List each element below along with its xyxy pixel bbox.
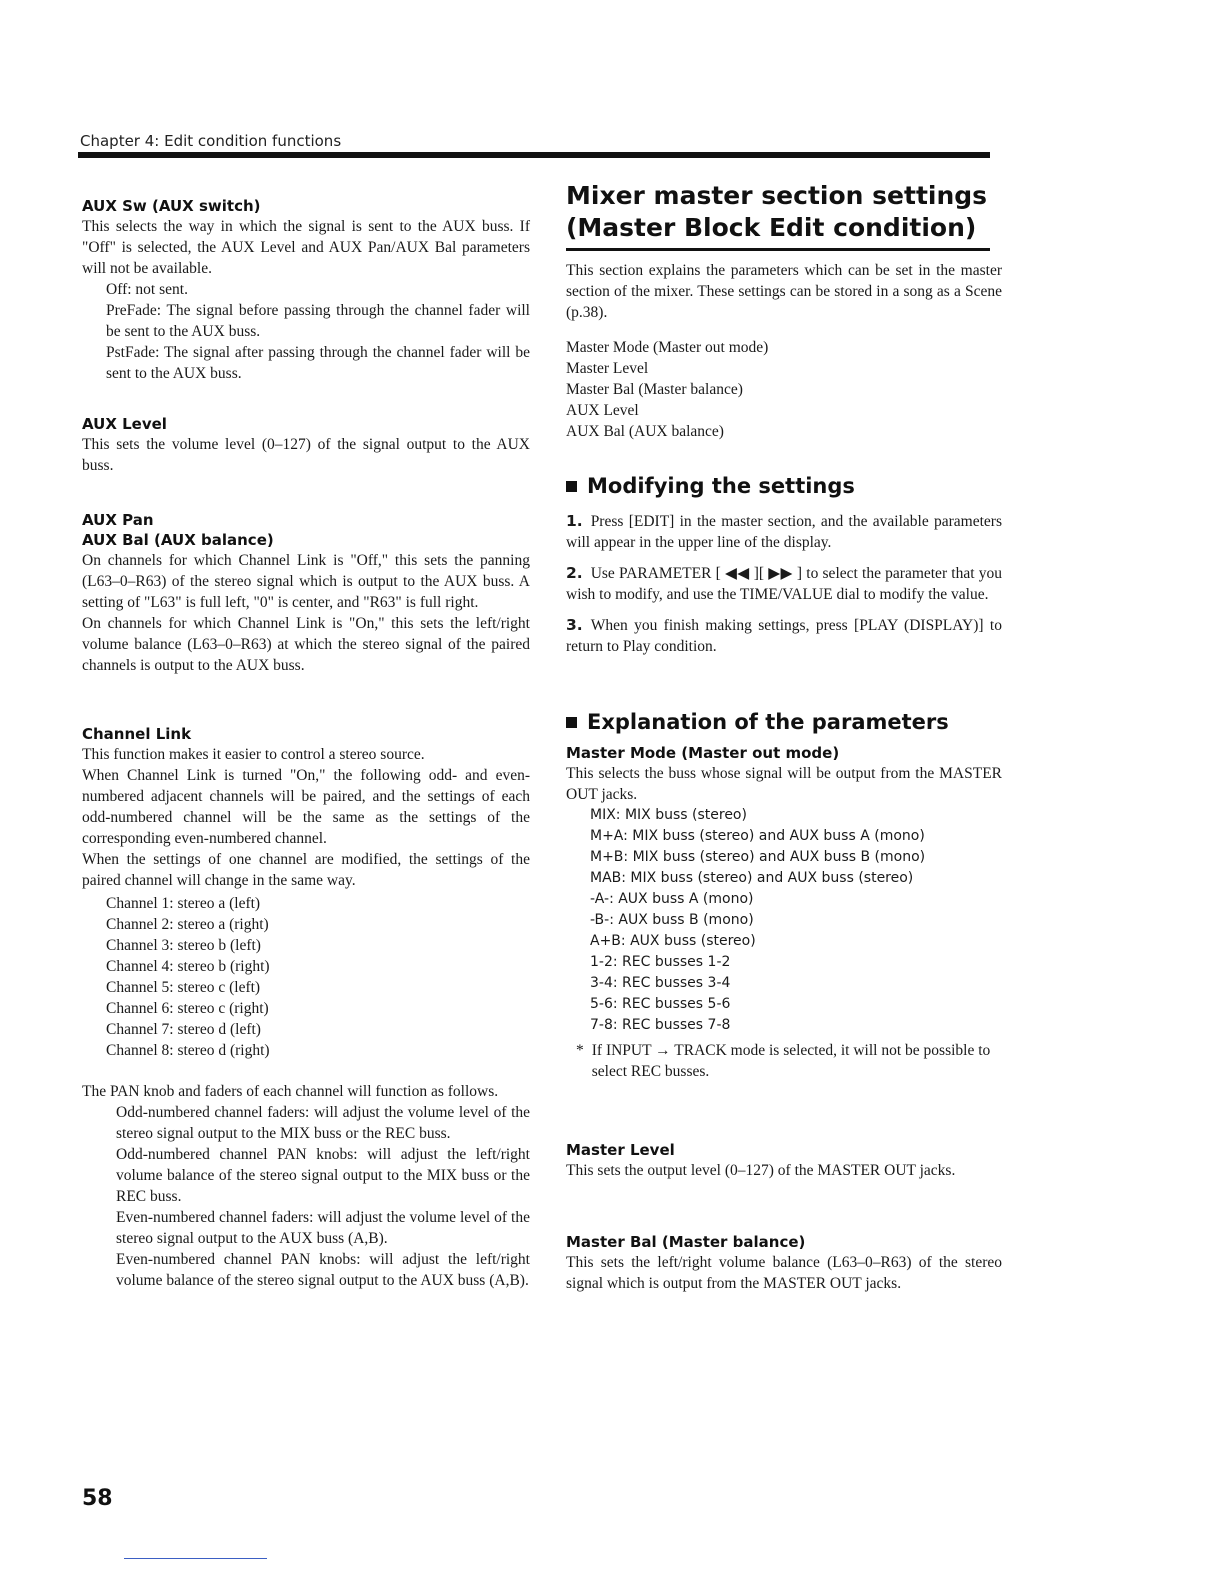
step-number: 2. — [566, 564, 583, 582]
master-mode-option: MIX: MIX buss (stereo) — [590, 807, 747, 823]
channel-item: Channel 7: stereo d (left) — [106, 1021, 261, 1038]
channel-item: Channel 6: stereo c (right) — [106, 1000, 269, 1017]
pan-item: Even-numbered channel PAN knobs: will adjust the left/right volume balance of the stereo signal output to the AUX buss (A,B). — [116, 1251, 530, 1289]
aux-level-section — [82, 414, 530, 476]
aux-level-title: AUX Level — [82, 415, 167, 433]
aux-bal-title: AUX Bal (AUX balance) — [82, 531, 274, 549]
explain-section — [566, 712, 1002, 1082]
note-asterisk: * — [576, 1042, 584, 1059]
channel-link-body: This function makes it easier to control a stereo source. — [82, 746, 425, 763]
channel-link-body: When Channel Link is turned "On," the following odd- and even-numbered adjacent channels will be paired, and the settings of each odd-numbered channel will be the same as the settings of the corresponding even-numbered channel. — [82, 767, 530, 847]
master-mode-option: A+B: AUX buss (stereo) — [590, 933, 756, 949]
master-mode-option: 5-6: REC busses 5-6 — [590, 996, 731, 1012]
explain-heading — [566, 712, 1002, 733]
param-list — [566, 337, 1002, 442]
steps — [566, 511, 1002, 657]
master-mode-option: M+B: MIX buss (stereo) and AUX buss B (mono) — [590, 849, 926, 865]
step-text: When you finish making settings, press [PLAY (DISPLAY)] to return to Play condition. — [566, 617, 1002, 655]
master-mode-title: Master Mode (Master out mode) — [566, 744, 840, 762]
channel-link-section — [82, 724, 530, 1291]
master-bal-body: This sets the left/right volume balance (L63–0–R63) of the stereo signal which is output from the MASTER OUT jacks. — [566, 1254, 1002, 1292]
modify-section — [566, 476, 1002, 667]
explain-heading-text: Explanation of the parameters — [587, 710, 949, 734]
step-text: Use PARAMETER [ ◀◀ ][ ▶▶ ] to select the parameter that you wish to modify, and use the TIME/VALUE dial to modify the value. — [566, 565, 1002, 603]
aux-sw-option: Off: not sent. — [106, 281, 188, 298]
footer-link-underline[interactable] — [124, 1558, 267, 1559]
main-heading-line1: Mixer master section settings — [566, 181, 988, 210]
master-mode-body: This selects the buss whose signal will be output from the MASTER OUT jacks. — [566, 765, 1002, 803]
page-number: 58 — [82, 1486, 113, 1511]
aux-pan-body-on: On channels for which Channel Link is "On," this sets the left/right volume balance (L63–0–R63) at which the stereo signal of the paired channels is output to the AUX buss. — [82, 615, 530, 674]
channel-item: Channel 2: stereo a (right) — [106, 916, 269, 933]
step-number: 3. — [566, 616, 583, 634]
master-level-body: This sets the output level (0–127) of the MASTER OUT jacks. — [566, 1162, 956, 1179]
master-mode-section — [566, 743, 1002, 1082]
step-text: Press [EDIT] in the master section, and the available parameters will appear in the upper line of the display. — [566, 513, 1002, 551]
pan-intro: The PAN knob and faders of each channel will function as follows. — [82, 1083, 499, 1100]
master-level-title: Master Level — [566, 1141, 675, 1159]
channel-item: Channel 3: stereo b (left) — [106, 937, 261, 954]
step — [566, 511, 1002, 553]
channel-item: Channel 1: stereo a (left) — [106, 895, 261, 912]
aux-pan-title: AUX Pan — [82, 511, 154, 529]
channel-link-title: Channel Link — [82, 725, 192, 743]
channel-link-body: When the settings of one channel are modified, the settings of the paired channel will change in the same way. — [82, 851, 530, 889]
aux-level-body: This sets the volume level (0–127) of the signal output to the AUX buss. — [82, 436, 530, 474]
channel-item: Channel 8: stereo d (right) — [106, 1042, 270, 1059]
square-bullet-icon — [566, 717, 577, 728]
note-text: If INPUT → TRACK mode is selected, it will not be possible to select REC busses. — [591, 1042, 991, 1080]
aux-sw-body: This selects the way in which the signal is sent to the AUX buss. If "Off" is selected, the AUX Level and AUX Pan/AUX Bal parameters will not be available. — [82, 218, 530, 277]
square-bullet-icon — [566, 481, 577, 492]
param-item: Master Level — [566, 360, 649, 377]
step — [566, 615, 1002, 657]
master-mode-option: MAB: MIX buss (stereo) and AUX buss (stereo) — [590, 870, 914, 886]
modify-heading — [566, 476, 1002, 497]
param-item: AUX Level — [566, 402, 639, 419]
intro-section — [566, 260, 1002, 442]
main-heading-line2: (Master Block Edit condition) — [566, 213, 977, 242]
pan-item: Odd-numbered channel faders: will adjust the volume level of the stereo signal output to the MIX buss or the REC buss. — [116, 1104, 530, 1142]
aux-pan-section — [82, 510, 530, 676]
main-heading — [566, 180, 1002, 251]
aux-sw-title: AUX Sw (AUX switch) — [82, 197, 261, 215]
master-mode-option: M+A: MIX buss (stereo) and AUX buss A (mono) — [590, 828, 925, 844]
aux-sw-section — [82, 196, 530, 384]
aux-sw-option: PreFade: The signal before passing through the channel fader will be sent to the AUX buss. — [106, 302, 530, 340]
master-mode-option: -A-: AUX buss A (mono) — [590, 891, 754, 907]
master-mode-option: 7-8: REC busses 7-8 — [590, 1017, 731, 1033]
master-mode-option: 1-2: REC busses 1-2 — [590, 954, 731, 970]
aux-pan-body-off: On channels for which Channel Link is "Off," this sets the panning (L63–0–R63) of the stereo signal which is output to the AUX buss. A setting of "L63" is full left, "0" is center, and "R63" is full right. — [82, 552, 530, 611]
step-number: 1. — [566, 512, 583, 530]
master-mode-options — [590, 805, 1002, 1036]
param-item: Master Mode (Master out mode) — [566, 339, 769, 356]
master-bal-section — [566, 1232, 1002, 1294]
step — [566, 563, 1002, 605]
master-level-section — [566, 1140, 1002, 1181]
channel-list — [106, 893, 530, 1061]
heading-rule — [566, 248, 990, 251]
param-item: AUX Bal (AUX balance) — [566, 423, 724, 440]
master-mode-option: 3-4: REC busses 3-4 — [590, 975, 731, 991]
channel-item: Channel 5: stereo c (left) — [106, 979, 261, 996]
master-bal-title: Master Bal (Master balance) — [566, 1233, 806, 1251]
pan-item: Odd-numbered channel PAN knobs: will adjust the left/right volume balance of the stereo signal output to the MIX buss or the REC buss. — [116, 1146, 530, 1205]
modify-heading-text: Modifying the settings — [587, 474, 855, 498]
pan-item: Even-numbered channel faders: will adjust the volume level of the stereo signal output to the AUX buss (A,B). — [116, 1209, 530, 1247]
aux-sw-option: PstFade: The signal after passing through the channel fader will be sent to the AUX buss. — [106, 344, 530, 382]
channel-item: Channel 4: stereo b (right) — [106, 958, 270, 975]
chapter-header: Chapter 4: Edit condition functions — [80, 132, 342, 150]
master-mode-option: -B-: AUX buss B (mono) — [590, 912, 754, 928]
intro-text: This section explains the parameters which can be set in the master section of the mixer. These settings can be stored in a song as a Scene (p.38). — [566, 262, 1002, 321]
param-item: Master Bal (Master balance) — [566, 381, 743, 398]
header-rule — [78, 152, 990, 158]
master-mode-note — [576, 1040, 1002, 1082]
